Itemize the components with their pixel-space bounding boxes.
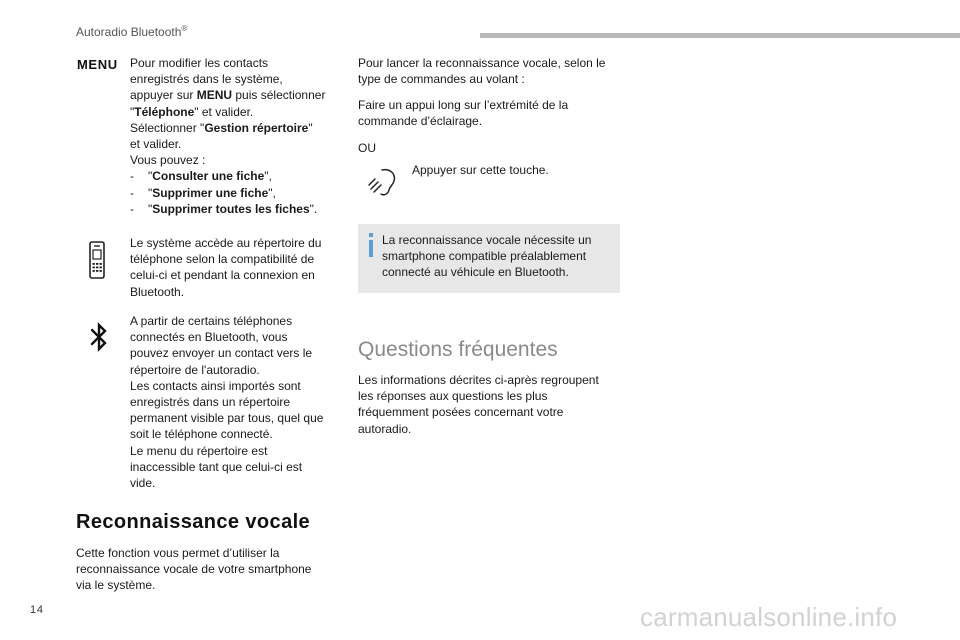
contacts-line-5 (130, 120, 325, 136)
watermark: carmanualsonline.info (640, 602, 898, 632)
contacts-line-4 (130, 104, 325, 120)
faq-paragraph (358, 372, 599, 437)
voice-line: reconnaissance vocale de votre smartphone (76, 562, 312, 577)
voice-command-icon (364, 165, 404, 199)
bt-line: pouvez envoyer un contact vers le (130, 346, 313, 361)
list-keyword: Supprimer une fiche (152, 185, 269, 200)
text-fragment: ", (264, 169, 272, 184)
info-note-text (382, 232, 591, 281)
long-press-paragraph (358, 97, 568, 129)
header-bar (480, 33, 960, 38)
list-dash: - (130, 185, 134, 200)
section-title-voice: Reconnaissance vocale (76, 511, 311, 533)
text-fragment: " (148, 169, 153, 184)
bt-line: vide. (130, 476, 156, 491)
text-fragment: puis sélectionner (232, 88, 326, 103)
menu-keyword: MENU (196, 88, 233, 103)
phone-icon (84, 240, 110, 280)
text-fragment: " (308, 120, 313, 135)
intro-line: type de commandes au volant : (358, 72, 525, 87)
contacts-list-item (130, 185, 325, 201)
phone-paragraph (130, 235, 321, 300)
note-line: La reconnaissance vocale nécessite un (382, 233, 592, 247)
faq-line: Les informations décrites ci-après regroupent (358, 373, 599, 387)
bt-line: inaccessible tant que celui-ci est (130, 459, 303, 474)
contacts-list-item (130, 168, 325, 184)
voice-line: Cette fonction vous permet d’utiliser la (76, 546, 280, 560)
page-number: 14 (30, 604, 44, 616)
phone-line: Bluetooth. (130, 284, 185, 299)
contacts-line-2: enregistrés dans le système, (130, 72, 283, 87)
text-fragment: " et valider. (194, 104, 254, 119)
bluetooth-icon (88, 321, 110, 353)
gestion-keyword: Gestion répertoire (204, 120, 309, 135)
press-key-text: Appuyer sur cette touche. (412, 163, 549, 177)
voice-launch-paragraph (358, 55, 605, 87)
list-keyword: Supprimer toutes les fiches (152, 201, 310, 216)
voice-line: via le système. (76, 578, 156, 593)
list-dash: - (130, 169, 134, 184)
bt-line: permanent visible par tous, quel que (130, 411, 324, 426)
menu-button-icon: MENU (77, 57, 118, 72)
faq-title: Questions fréquentes (358, 338, 558, 361)
bt-line: répertoire de l'autoradio. (130, 362, 260, 377)
long-press-line: Faire un appui long sur l’extrémité de la (358, 98, 569, 112)
long-press-line: commande d’éclairage. (358, 114, 483, 129)
text-fragment: ", (268, 185, 276, 200)
text-fragment: ". (309, 201, 318, 216)
faq-line: fréquemment posées concernant votre (358, 405, 564, 420)
bt-line: enregistrés dans un répertoire (130, 395, 291, 410)
list-dash: - (130, 201, 134, 216)
header-title (76, 24, 187, 39)
text-fragment: appuyer sur (130, 88, 197, 103)
contacts-paragraph (130, 55, 325, 217)
phone-line: Le système accède au répertoire du (130, 236, 322, 250)
registered-mark: ® (181, 24, 188, 33)
contacts-line-1: Pour modifier les contacts (130, 56, 269, 70)
bt-line: Les contacts ainsi importés sont (130, 378, 301, 393)
bt-line: A partir de certains téléphones (130, 314, 293, 328)
bt-line: soit le téléphone connecté. (130, 427, 273, 442)
phone-line: celui-ci et pendant la connexion en (130, 268, 315, 283)
ou-label: OU (358, 141, 376, 155)
contacts-line-6: et valider. (130, 137, 182, 152)
contacts-line-3 (130, 87, 325, 103)
note-line: connecté au véhicule en Bluetooth. (382, 265, 569, 280)
text-fragment: " (148, 185, 153, 200)
telephone-keyword: Téléphone (134, 104, 195, 119)
contacts-list-item (130, 201, 325, 217)
bt-line: connectés en Bluetooth, vous (130, 330, 288, 345)
faq-line: les réponses aux questions les plus (358, 389, 548, 404)
note-line: smartphone compatible préalablement (382, 249, 587, 264)
bluetooth-paragraph (130, 313, 323, 491)
header-title-text: Autoradio Bluetooth (76, 25, 182, 39)
info-note-box (358, 224, 620, 293)
info-icon (366, 233, 376, 257)
faq-line: autoradio. (358, 421, 412, 436)
text-fragment: " (130, 104, 135, 119)
text-fragment: " (148, 201, 153, 216)
voice-intro-paragraph (76, 545, 311, 594)
list-keyword: Consulter une fiche (152, 169, 265, 184)
contacts-line-7: Vous pouvez : (130, 153, 206, 168)
intro-line: Pour lancer la reconnaissance vocale, selon le (358, 56, 606, 70)
phone-line: téléphone selon la compatibilité de (130, 252, 315, 267)
text-fragment: Sélectionner " (130, 120, 205, 135)
bt-line: Le menu du répertoire est (130, 443, 268, 458)
